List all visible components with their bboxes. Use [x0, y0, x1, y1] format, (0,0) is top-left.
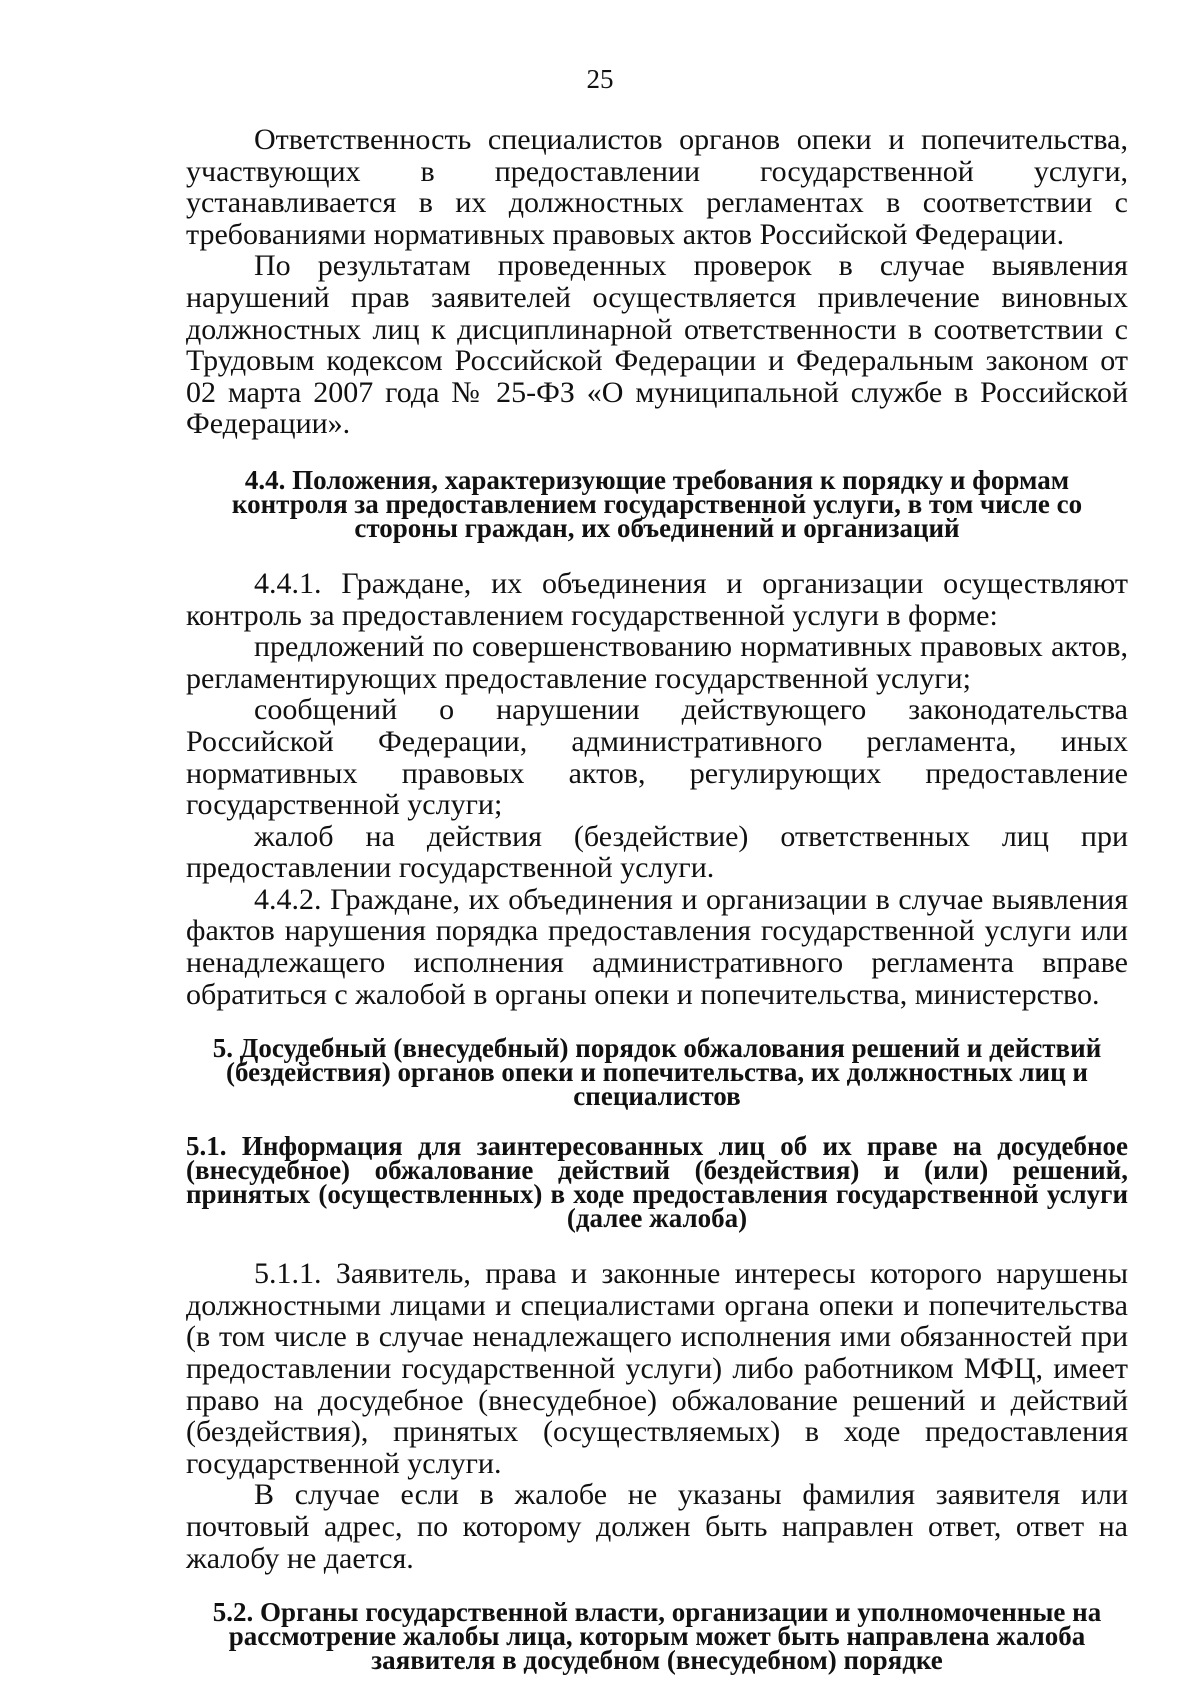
document-body	[186, 123, 1128, 1676]
paragraph-4-4-1: 4.4.1. Граждане, их объединения и организации осуществляют контроль за предоставлением государственной услуги в форме:	[186, 566, 1128, 632]
paragraph-proposals: предложений по совершенствованию нормативных правовых актов, регламентирующих предоставление государственной услуги;	[186, 630, 1128, 695]
page-number: 25	[586, 64, 614, 94]
paragraph-complaints: жалоб на действия (бездействие) ответственных лиц при предоставлении государственной услуги.	[186, 819, 1128, 885]
heading-section-4-4: 4.4. Положения, характеризующие требования к порядку и формам контроля за предоставлением государственной услуги, в том числе со стороны граждан, их объединений и организаций	[231, 464, 1083, 543]
paragraph-reports: сообщений о нарушении действующего законодательства Российской Федерации, административного регламента, иных нормативных правовых актов, регулирующих предоставление государственной услуги;	[186, 693, 1128, 822]
paragraph-no-address: В случае если в жалобе не указаны фамилия заявителя или почтовый адрес, по которому должен быть направлен ответ, ответ на жалобу не дается.	[186, 1478, 1128, 1575]
paragraph-violations: По результатам проведенных проверок в случае выявления нарушений прав заявителей осуществляется привлечение виновных должностных лиц к дисциплинарной ответственности в соответствии с Трудовым кодексом Российской Федерации и Федеральным законом от 02 марта 2007 года № 25-ФЗ «О муниципальной службе в Российской Федерации».	[186, 249, 1128, 441]
heading-section-5-1: 5.1. Информация для заинтересованных лиц об их праве на досудебное (внесудебное) обжалование действий (бездействия) и (или) решений, принятых (осуществленных) в ходе предоставления государственной услуги (далее жалоба)	[186, 1131, 1128, 1234]
heading-section-5-2: 5.2. Органы государственной власти, организации и уполномоченные на рассмотрение жалобы лица, которым может быть направлена жалоба заявителя в досудебном (внесудебном) порядке	[212, 1597, 1102, 1676]
paragraph-responsibility: Ответственность специалистов органов опеки и попечительства, участвующих в предоставлении государственной услуги, устанавливается в их должностных регламентах в соответствии с требованиями нормативных правовых актов Российской Федерации.	[186, 123, 1128, 251]
paragraph-5-1-1: 5.1.1. Заявитель, права и законные интересы которого нарушены должностными лицами и специалистами органа опеки и попечительства (в том числе в случае ненадлежащего исполнения ими обязанностей при предоставлении государственной услуги) либо работником МФЦ, имеет право на досудебное (внесудебное) обжалование решений и действий (бездействия), принятых (осуществляемых) в ходе предоставления государственной услуги.	[186, 1257, 1128, 1480]
paragraph-4-4-2: 4.4.2. Граждане, их объединения и организации в случае выявления фактов нарушения порядка предоставления государственной услуги или ненадлежащего исполнения административного регламента вправе обратиться с жалобой в органы опеки и попечительства, министерство.	[186, 882, 1128, 1011]
heading-section-5: 5. Досудебный (внесудебный) порядок обжалования решений и действий (бездействия) органов опеки и попечительства, их должностных лиц и специалистов	[212, 1033, 1102, 1112]
